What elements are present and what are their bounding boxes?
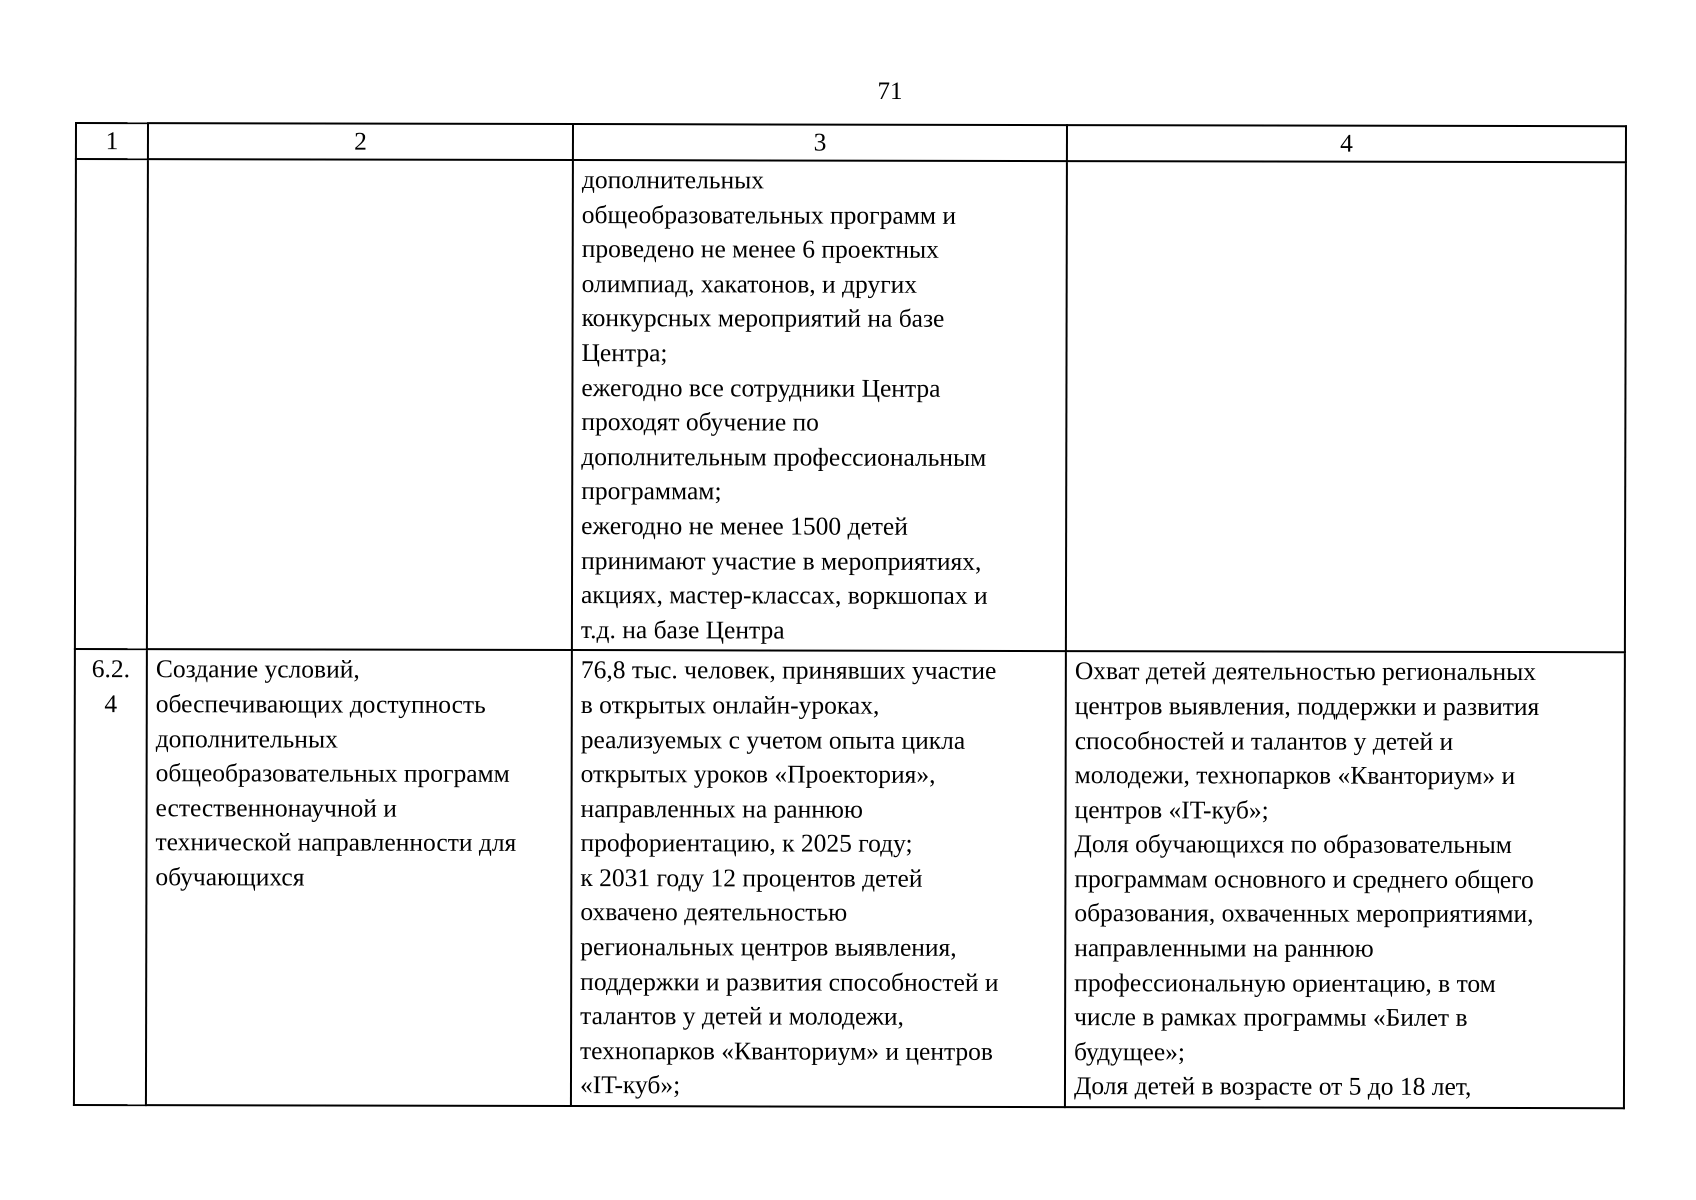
row-number-cell — [74, 649, 147, 1105]
text-line: программам; — [581, 476, 722, 506]
indicators-cell — [1066, 161, 1626, 652]
text-line: технопарков «Кванториум» и центров — [580, 1035, 994, 1066]
text-line: в открытых онлайн-уроках, — [580, 689, 880, 720]
text-line: талантов у детей и молодежи, — [580, 1001, 904, 1031]
text-line: дополнительных — [581, 165, 765, 195]
table-header-row — [76, 123, 1626, 162]
text-line: 4 — [104, 688, 118, 718]
result-cell — [571, 650, 1066, 1107]
text-line: обучающихся — [155, 862, 305, 892]
table-row-6-2-4 — [74, 649, 1625, 1108]
result-cell — [572, 160, 1067, 651]
text-line: Доля обучающихся по образовательным — [1074, 829, 1512, 860]
text-line: Охват детей деятельностью региональных — [1074, 656, 1537, 687]
activity-cell — [147, 159, 573, 650]
text-line: проведено не менее 6 проектных — [581, 234, 939, 264]
text-line: 76,8 тыс. человек, принявших участие — [580, 655, 997, 686]
text-line: общеобразовательных программ — [155, 758, 510, 789]
text-line: числе в рамках программы «Билет в — [1074, 1002, 1468, 1033]
document-table — [73, 122, 1627, 1109]
text-line: дополнительных — [155, 723, 338, 754]
text-line: общеобразовательных программ и — [581, 199, 957, 230]
text-line: программам основного и среднего общего — [1074, 863, 1534, 894]
text-line: т.д. на базе Центра — [580, 614, 785, 645]
text-line: конкурсных мероприятий на базе — [581, 303, 945, 334]
text-line: поддержки и развития способностей и — [580, 966, 999, 997]
text-line: открытых уроков «Проектория», — [580, 759, 936, 789]
text-line: к 2031 году 12 процентов детей — [580, 862, 923, 893]
text-line: образования, охваченных мероприятиями, — [1074, 898, 1534, 929]
text-line: дополнительным профессиональным — [581, 441, 987, 472]
text-line: профессиональную ориентацию, в том — [1074, 967, 1496, 998]
page-number: 71 — [877, 78, 903, 105]
header-col-1: 1 — [76, 123, 148, 159]
text-line: акциях, мастер-классах, воркшопах и — [580, 580, 988, 611]
text-line: 6.2. — [91, 654, 131, 684]
text-line: региональных центров выявления, — [580, 932, 957, 962]
text-line: Центра; — [581, 338, 668, 368]
header-col-3: 3 — [573, 124, 1067, 161]
text-line: молодежи, технопарков «Кванториум» и — [1074, 760, 1516, 791]
text-line: способностей и талантов у детей и — [1074, 725, 1454, 756]
table-row-continuation — [75, 159, 1626, 653]
row-number-cell — [75, 159, 148, 649]
text-line: центров выявления, поддержки и развития — [1074, 691, 1540, 721]
text-line: охвачено деятельностью — [580, 897, 848, 928]
text-line: направленными на раннюю — [1074, 933, 1374, 963]
text-line: принимают участие в мероприятиях, — [581, 545, 982, 576]
text-line: естественнонаучной и — [155, 792, 398, 823]
text-line: Доля детей в возрасте от 5 до 18 лет, — [1073, 1071, 1472, 1102]
text-line: реализуемых с учетом опыта цикла — [580, 724, 966, 755]
header-col-2: 2 — [148, 123, 573, 160]
text-line: ежегодно не менее 1500 детей — [581, 510, 908, 541]
text-line: центров «IT-куб»; — [1074, 794, 1269, 825]
text-line: профориентацию, к 2025 году; — [580, 828, 913, 859]
text-line: будущее»; — [1074, 1036, 1186, 1067]
text-line: обеспечивающих доступность — [155, 689, 486, 719]
text-line: проходят обучение по — [581, 407, 819, 437]
header-col-4: 4 — [1067, 125, 1626, 162]
text-line: направленных на раннюю — [580, 793, 864, 824]
text-line: ежегодно все сотрудники Центра — [581, 372, 941, 403]
text-line: «IT-куб»; — [579, 1070, 681, 1100]
activity-cell — [146, 649, 572, 1106]
text-line: олимпиад, хакатонов, и других — [581, 268, 918, 299]
text-line: технической направленности для — [155, 827, 517, 858]
indicators-cell — [1065, 651, 1625, 1108]
text-line: Создание условий, — [155, 654, 360, 684]
